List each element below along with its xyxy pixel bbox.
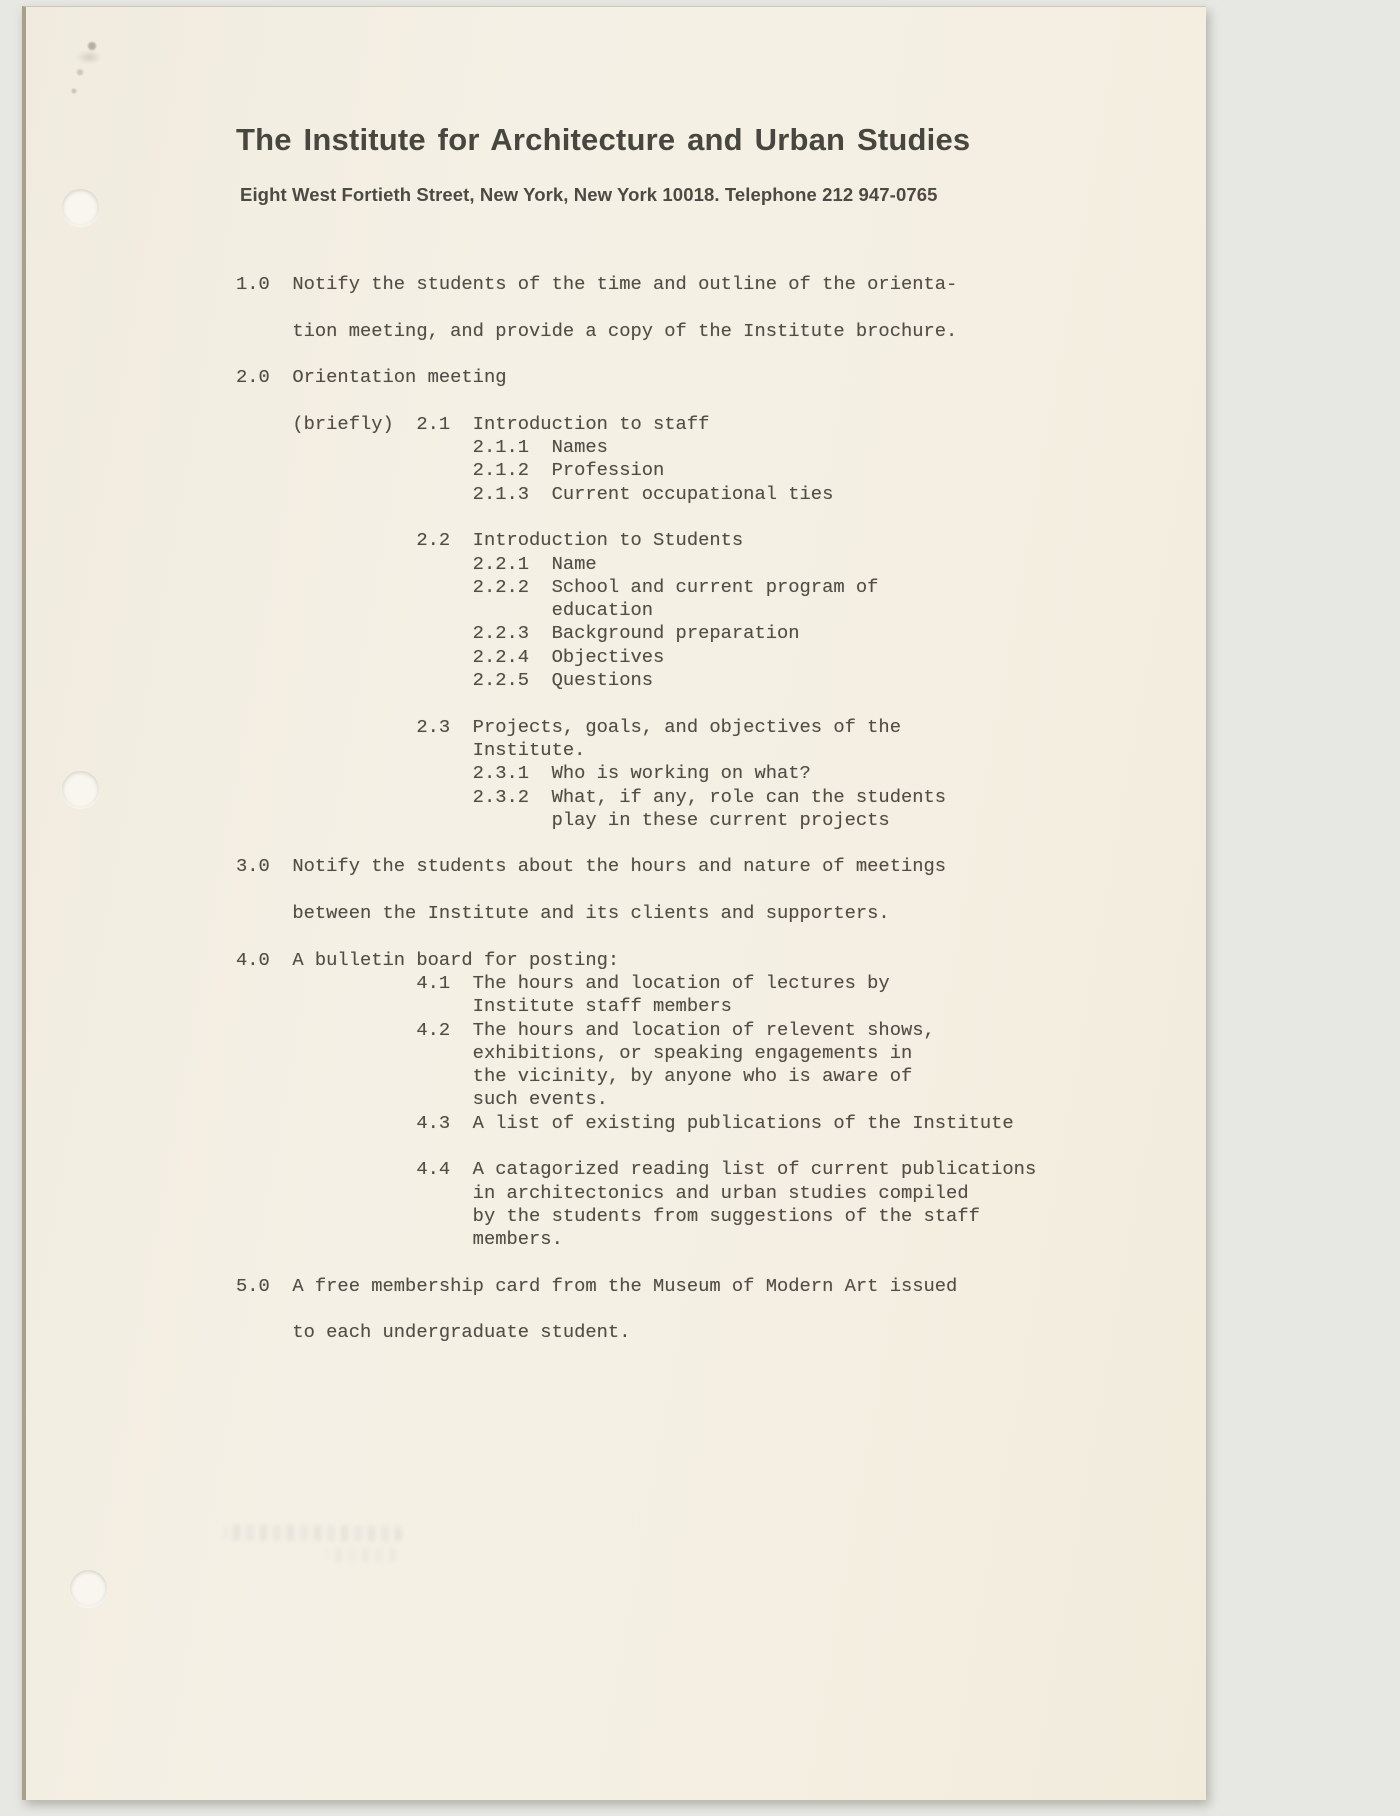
typewritten-line: Institute staff members: [236, 995, 732, 1018]
typewritten-line: between the Institute and its clients and supporters.: [236, 902, 890, 925]
typewritten-line: [236, 1251, 1036, 1274]
typewritten-line: 4.0 A bulletin board for posting:: [236, 948, 620, 971]
typewritten-line: 2.1.1 Names: [236, 436, 608, 459]
typewritten-line: 2.3 Projects, goals, and objectives of the: [236, 715, 901, 738]
smudge-mark: [56, 31, 116, 106]
typewritten-line: [236, 343, 1036, 366]
typewritten-line: [236, 879, 1036, 902]
typewritten-line: [236, 506, 1036, 529]
letterhead-title: The Institute for Architecture and Urban Studies: [236, 122, 971, 157]
typewritten-line: the vicinity, by anyone who is aware of: [236, 1065, 913, 1088]
typewritten-line: [236, 1135, 1036, 1158]
typewritten-line: 2.2.1 Name: [236, 552, 597, 575]
typewritten-line: 2.2.5 Questions: [236, 669, 654, 692]
typewritten-line: in architectonics and urban studies compiled: [236, 1181, 969, 1204]
typewritten-line: 2.3.2 What, if any, role can the students: [236, 785, 947, 808]
typewritten-line: 4.2 The hours and location of relevent shows,: [236, 1018, 935, 1041]
typewritten-line: 2.2.2 School and current program of: [236, 575, 879, 598]
typewritten-line: [236, 1298, 1036, 1321]
punch-hole-middle: [62, 771, 99, 808]
typewritten-line: 4.4 A catagorized reading list of current publications: [236, 1158, 1037, 1181]
typewritten-line: tion meeting, and provide a copy of the Institute brochure.: [236, 319, 958, 342]
typewritten-line: 3.0 Notify the students about the hours and nature of meetings: [236, 855, 947, 878]
typewritten-line: 2.2.4 Objectives: [236, 645, 665, 668]
typewritten-line: Institute.: [236, 738, 586, 761]
typewritten-line: exhibitions, or speaking engagements in: [236, 1041, 913, 1064]
typewritten-line: [236, 832, 1036, 855]
scanned-page: [22, 6, 1206, 1800]
typewritten-line: 2.1.2 Profession: [236, 459, 665, 482]
typewritten-line: [236, 389, 1036, 412]
typewritten-line: [236, 925, 1036, 948]
typewritten-line: education: [236, 599, 654, 622]
typewritten-line: 1.0 Notify the students of the time and outline of the orienta-: [236, 273, 958, 295]
typewritten-line: 2.2.3 Background preparation: [236, 622, 800, 645]
ink-bleed-mark-small: [326, 1547, 396, 1564]
ink-bleed-mark: [224, 1524, 402, 1542]
typewritten-line: 2.0 Orientation meeting: [236, 366, 507, 389]
typewritten-line: 4.1 The hours and location of lectures by: [236, 971, 890, 994]
punch-hole-bottom: [70, 1570, 107, 1607]
typewritten-line: 2.3.1 Who is working on what?: [236, 762, 811, 785]
typewritten-line: [236, 692, 1036, 715]
typewritten-line: play in these current projects: [236, 808, 890, 831]
typewritten-body: [236, 273, 1036, 1345]
typewritten-line: 2.2 Introduction to Students: [236, 529, 744, 552]
typewritten-line: 2.1.3 Current occupational ties: [236, 482, 834, 505]
typewritten-line: to each undergraduate student.: [236, 1321, 631, 1344]
typewritten-line: (briefly) 2.1 Introduction to staff: [236, 412, 710, 435]
letterhead-address: Eight West Fortieth Street, New York, New York 10018. Telephone 212 947-0765: [240, 184, 938, 205]
typewritten-line: 5.0 A free membership card from the Museum of Modern Art issued: [236, 1274, 958, 1297]
typewritten-line: [236, 296, 1036, 319]
typewritten-line: 4.3 A list of existing publications of the Institute: [236, 1111, 1014, 1134]
typewritten-line: members.: [236, 1228, 563, 1251]
typewritten-line: such events.: [236, 1088, 608, 1111]
typewritten-line: by the students from suggestions of the staff: [236, 1204, 980, 1227]
punch-hole-top: [62, 189, 99, 226]
